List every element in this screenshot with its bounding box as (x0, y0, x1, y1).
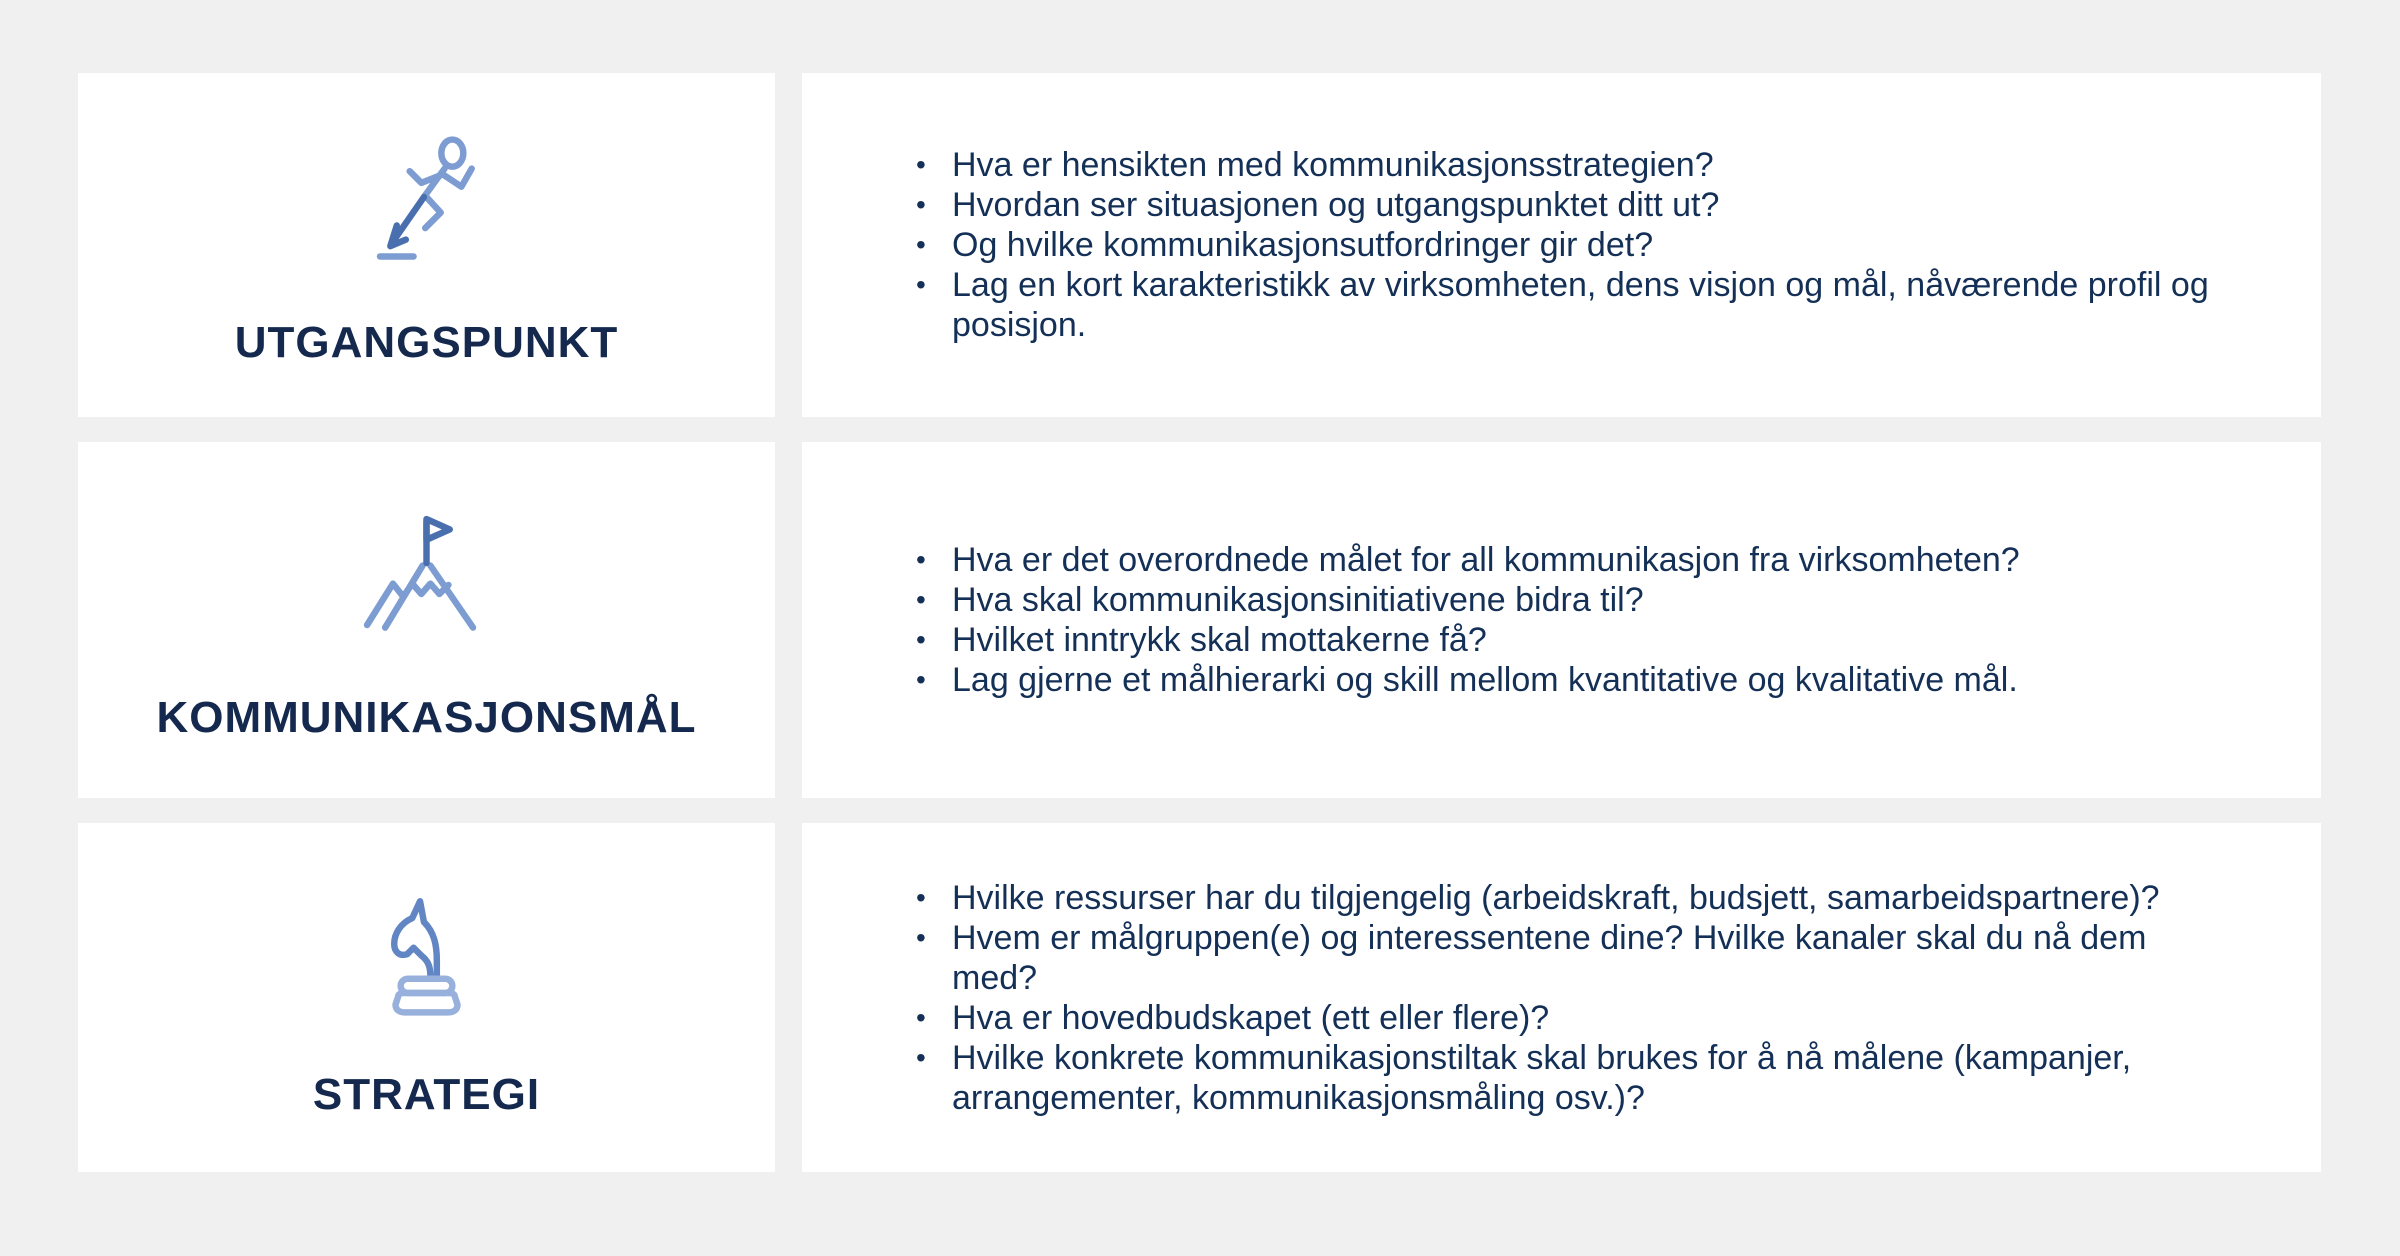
question-item: • Hva er hensikten med kommunikasjonsstrategien? (914, 145, 2237, 185)
question-item: • Hvem er målgruppen(e) og interessentene dine? Hvilke kanaler skal du nå dem med? (914, 918, 2237, 998)
question-list (914, 878, 2237, 1118)
question-item: • Og hvilke kommunikasjonsutfordringer gir det? (914, 225, 2237, 265)
step-title-strategi: STRATEGI (312, 1070, 541, 1119)
step-title-utgangspunkt: UTGANGSPUNKT (234, 317, 619, 367)
question-item: • Hva er hovedbudskapet (ett eller flere)? (914, 998, 2237, 1038)
card-strategi (78, 823, 775, 1172)
questions-card-utgangspunkt (802, 73, 2321, 417)
question-item: • Hvordan ser situasjonen og utgangspunktet ditt ut? (914, 185, 2237, 225)
question-item: • Hva skal kommunikasjonsinitiativene bidra til? (914, 580, 2237, 620)
chess-knight-icon (349, 878, 504, 1033)
question-item: • Lag en kort karakteristikk av virksomheten, dens visjon og mål, nåværende profil og posisjon. (914, 265, 2237, 345)
question-item: • Lag gjerne et målhierarki og skill mellom kvantitative og kvalitative mål. (914, 660, 2237, 700)
question-item: • Hva er det overordnede målet for all kommunikasjon fra virksomheten? (914, 540, 2237, 580)
question-item: • Hvilke ressurser har du tilgjengelig (arbeidskraft, budsjett, samarbeidspartnere)? (914, 878, 2237, 918)
card-utgangspunkt (78, 73, 775, 417)
questions-card-strategi (802, 823, 2321, 1172)
question-item: • Hvilket inntrykk skal mottakerne få? (914, 620, 2237, 660)
question-list (914, 145, 2237, 345)
question-list (914, 540, 2237, 700)
runner-start-icon (349, 126, 504, 281)
card-kommunikasjonsmal (78, 442, 775, 798)
question-item: • Hvilke konkrete kommunikasjonstiltak skal brukes for å nå målene (kampanjer, arrangementer, kommunikasjonsmåling osv.)? (914, 1038, 2237, 1118)
questions-card-kommunikasjonsmal (802, 442, 2321, 798)
step-title-kommunikasjonsmal: KOMMUNIKASJONSMÅL (156, 692, 697, 742)
mountain-flag-icon (349, 501, 504, 656)
